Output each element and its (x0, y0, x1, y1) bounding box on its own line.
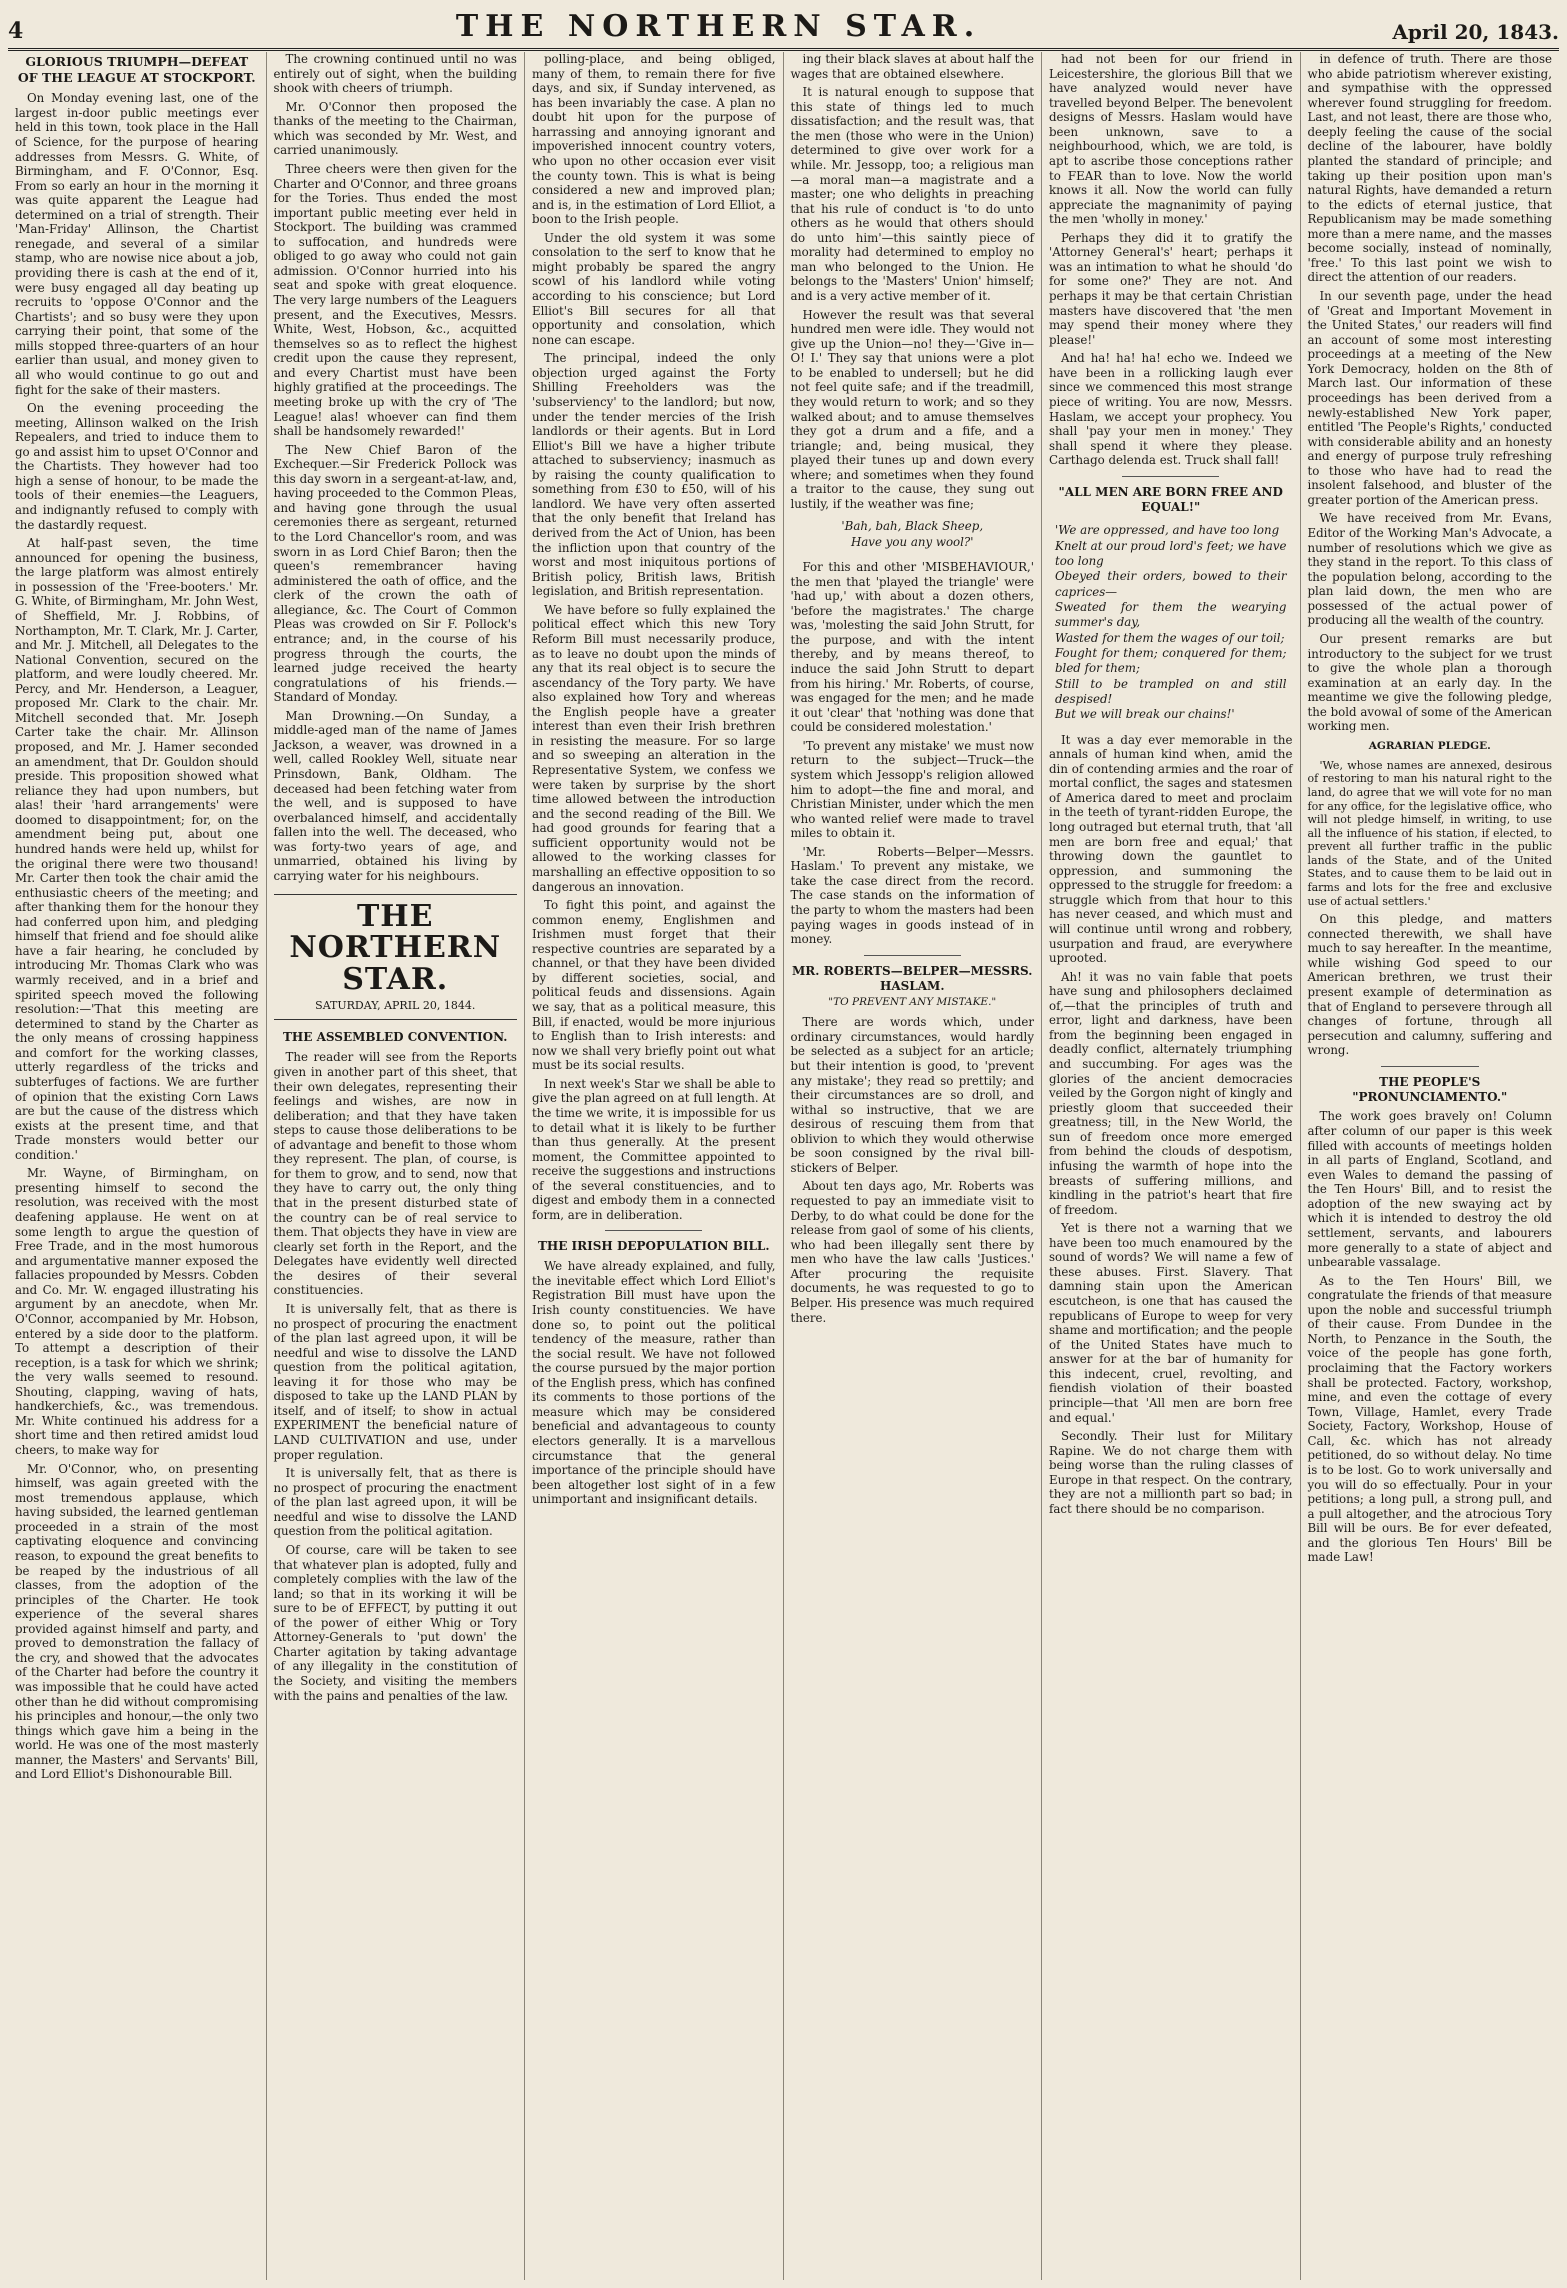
article-headline: GLORIOUS TRIUMPH—DEFEAT OF THE LEAGUE AT STOCKPORT. (17, 54, 256, 85)
paragraph: On Monday evening last, one of the largest in-door public meetings ever held in this town, took place in the Hall of Science, for the purpose of hearing addresses from Messrs. G. White, of Birmingham, and F. O'Connor, Esq. From so early an hour in the morning it was quite apparent the League had determined on a trial of strength. Their 'Man-Friday' Allinson, the Chartist renegade, and several of a similar stamp, who are nowise nice about a job, providing there is cash at the end of it, were busy engaged all day beating up recruits to 'oppose O'Connor and the Chartists'; and so busy were they upon carrying their point, that some of the mills stopped three-quarters of an hour earlier than usual, and money given to all who would continue to go out and fight for the sake of their masters. (15, 91, 259, 397)
paragraph: The principal, indeed the only objection urged against the Forty Shilling Freeholders was the 'subserviency' to the landlord; but now, under the tender mercies of the Irish landlords or their agents. But in Lord Elliot's Bill we have a higher tribute attached to subserviency; inasmuch as by raising the county qualification to something from £30 to £50, will of his landlord. We have very often asserted that the only benefit that Ireland has derived from the Act of Union, has been the infliction upon that country of the worst and most iniquitous portions of British policy, British laws, British legislation, and British representation. (532, 351, 776, 599)
paragraph: As to the Ten Hours' Bill, we congratulate the friends of that measure upon the noble and successful triumph of their cause. From Dundee in the North, to Penzance in the South, the voice of the people has gone forth, proclaiming that the Factory workers shall be protected. Factory, workshop, mine, and even the cottage of every Town, Village, Hamlet, every Trade Society, Factory, Workshop, House of Call, &c. which has not already petitioned, do so without delay. No time is to be lost. Go to work universally and you will do so effectually. Pour in your petitions; a long pull, a strong pull, and a pull altogether, and the atrocious Tory Bill will be ours. Be for ever defeated, and the glorious Ten Hours' Bill be made Law! (1307, 1273, 1552, 1565)
issue-date: April 20, 1843. (1392, 20, 1559, 44)
columns-container (8, 52, 1559, 2280)
paragraph: Man Drowning.—On Sunday, a middle-aged man of the name of James Jackson, a weaver, was drowned in a well, called Rookley Well, situate near Prinsdown, Bank, Oldham. The deceased had been fetching water from the well, and is supposed to have overbalanced himself, and accidentally fallen into the well. The deceased, who was forty-two years of age, and unmarried, obtained his living by carrying water for his neighbours. (273, 708, 517, 883)
paragraph: 'To prevent any mistake' we must now return to the subject—Truck—the system which Jessopp's religion allowed him to adopt—the fine and moral, and Christian Minister, under which the men who wanted relief were made to travel miles to obtain it. (790, 738, 1034, 841)
paragraph: On this pledge, and matters connected therewith, we shall have much to say hereafter. In the meantime, while wishing God speed to our American brethren, we trust their present example of determination as that of England to persevere through all changes of fortune, through all persecution and calumny, suffering and wrong. (1307, 912, 1552, 1058)
paragraph: Mr. O'Connor then proposed the thanks of the meeting to the Chairman, which was seconded by Mr. West, and carried unanimously. (273, 99, 517, 158)
section-heading: AGRARIAN PLEDGE. (1368, 739, 1491, 752)
paragraph: At half-past seven, the time announced for opening the business, the large platform was almost entirely in possession of the 'Free-booters.' Mr. G. White, of Birmingham, Mr. John West, of Sheffield, Mr. J. Robbins, of Northampton, Mr. T. Clark, Mr. J. Carter, and Mr. J. Mitchell, all Delegates to the National Convention, secured on the platform, and were loudly cheered. Mr. Percy, and Mr. Henderson, a Leaguer, proposed Mr. Clark to the chair. Mr. Mitchell seconded that. Mr. Joseph Carter take the chair. Mr. Allinson proposed, and Mr. J. Hamer seconded an amendment, that Dr. Gouldon should preside. This proposition showed what reliance they had upon numbers, but alas! their 'hard arrangements' were doomed to disappointment; for, on the amendment being put, about one hundred hands were held up, whilst for the original there were two thousand! Mr. Carter then took the chair amid the enthusiastic cheers of the meeting; and after thanking them for the honour they had conferred upon him, and pledging himself that friend and foe should alike have a fair hearing, he concluded by introducing Mr. Thomas Clark who was warmly received, and in a brief and spirited speech moved the following resolution:—'That this meeting are determined to stand by the Charter as the only means of crossing happiness and comfort for the working classes, utterly regardless of the tricks and subterfuges of factions. We are further of opinion that the existing Corn Laws are but the cause of the distress which exists at the present time, and that Trade monsters would better our condition.' (15, 536, 259, 1162)
divider (1381, 1066, 1479, 1067)
page-masthead (8, 6, 1559, 51)
paragraph: For this and other 'MISBEHAVIOUR,' the men that 'played the triangle' were 'had up,' with about a dozen others, 'before the magistrates.' The charge was, 'molesting the said John Strutt, for the purpose, and with the intent thereby, and by means thereof, to induce the said John Strutt to depart from his hiring.' Mr. Roberts, of course, was engaged for the men; and he made it out 'clear' that 'nothing was done that could be considered molestation.' (790, 560, 1034, 735)
paragraph: polling-place, and being obliged, many of them, to remain there for five days, and six, if Sunday intervened, as has been invariably the case. A plan no doubt hit upon for the purpose of harrassing and annoying ignorant and impoverished innocent country voters, who upon no other occasion ever visit the county town. This is what is being considered a new and improved plan; and is, in the estimation of Lord Elliot, a boon to the Irish people. (532, 52, 776, 227)
paragraph: The New Chief Baron of the Exchequer.—Sir Frederick Pollock was this day sworn in a sergeant-at-law, and, having proceeded to the Common Pleas, and having gone through the usual ceremonies there as sergeant, returned to the Lord Chancellor's room, and was sworn in as Lord Chief Baron; then the queen's remembrancer having administered the oath of office, and the clerk of the crown the oath of allegiance, &c. The Court of Common Pleas was crowded on Sir F. Pollock's entrance; and, in the course of his progress through the courts, the learned judge received the hearty congratulations of his friends.—Standard of Monday. (273, 442, 517, 705)
column-2 (267, 52, 526, 2280)
paragraph: It was a day ever memorable in the annals of human kind when, amid the din of contending armies and the roar of mortal conflict, the sages and statesmen of America dared to meet and proclaim in the teeth of tyrant-ridden Europe, the long outraged but eternal truth, that 'all men are born free and equal;' that throwing down the gauntlet to oppression, and summoning the oppressed to the struggle for freedom: a struggle which from that hour to this has never ceased, and which must and will continue until wrong and robbery, usurpation and fraud, are everywhere uprooted. (1049, 732, 1293, 966)
column-1 (8, 52, 267, 2280)
paragraph: In next week's Star we shall be able to give the plan agreed on at full length. At the time we write, it is impossible for us to detail what it is likely to be further than thus generally. At the present moment, the Committee appointed to receive the suggestions and instructions of the several constituencies, and to digest and embody them in a connected form, are in deliberation. (532, 1076, 776, 1222)
verse-text: 'Bah, bah, Black Sheep, Have you any wool?' (841, 519, 984, 549)
paragraph: Of course, care will be taken to see that whatever plan is adopted, fully and completely complies with the law of the land; so that in its working it will be sure to be of EFFECT, by putting it out of the power of either Whig or Tory Attorney-Generals to 'put down' the Charter agitation by taking advantage of any illegality in the constitution of the Society, and visiting the members with the pains and penalties of the law. (273, 1542, 517, 1703)
paragraph: About ten days ago, Mr. Roberts was requested to pay an immediate visit to Derby, to do what could be done for the release from gaol of some of his clients, who had been illegally sent there by men who have the law calls 'Justices.' After procuring the requisite documents, he was requested to go to Belper. His presence was much required there. (790, 1179, 1034, 1325)
paragraph: 'We, whose names are annexed, desirous of restoring to man his natural right to the land, do agree that we will vote for no man for any office, for the legislative office, who will not pledge himself, in writing, to use all the influence of his station, if elected, to prevent all further traffic in the public lands of the State, and of the United States, and to cause them to be laid out in farms and lots for the free and exclusive use of actual settlers.' (1307, 758, 1552, 908)
paragraph: in defence of truth. There are those who abide patriotism wherever existing, and sympathise with the oppressed wherever found struggling for freedom. Last, and not least, there are those who, deeply feeling the cause of the social decline of the labourer, have boldly planted the standard of principle; and taking up their position upon man's natural Rights, have demanded a return to the edicts of eternal justice, that Republicanism may be made something more than a mere name, and the masses become socially, instead of nominally, 'free.' To this last point we wish to direct the attention of our readers. (1307, 52, 1552, 285)
paragraph: Our present remarks are but introductory to the subject for we trust to give the whole plan a thorough examination at an early day. In the meantime we give the following pledge, the bold avowal of some of the American working men. (1307, 631, 1552, 734)
section-heading: "ALL MEN ARE BORN FREE AND EQUAL!" (1058, 484, 1283, 514)
paragraph: And ha! ha! ha! echo we. Indeed we have been in a rollicking laugh ever since we commenced this most strange piece of writing. You are now, Messrs. Haslam, we accept your prophecy. You shall 'pay your men in money.' They shall spend it where they please. Carthago delenda est. Truck shall fall! (1049, 351, 1293, 468)
paragraph: In our seventh page, under the head of 'Great and Important Movement in the United States,' our readers will find an account of some most interesting proceedings at a meeting of the New York Democracy, holden on the 8th of March last. Our information of these proceedings has been derived from a newly-established New York paper, entitled 'The People's Rights,' conducted with considerable ability and an honesty and energy of purpose truly refreshing to those who have had to read the insolent falsehood, and bluster of the greater portion of the American press. (1307, 289, 1552, 507)
paragraph: Yet is there not a warning that we have been too much enamoured by the sound of words? We will name a few of these abuses. First. Slavery. That damning stain upon the American escutcheon, is one that has caused the republicans of Europe to weep for very shame and mortification; and the people of the United States have much to answer for at the bar of humanity for this indecent, cruel, revolting, and fiendish violation of their boasted principle—that 'All men are born free and equal.' (1049, 1221, 1293, 1425)
column-5 (1042, 52, 1301, 2280)
section-heading: THE ASSEMBLED CONVENTION. (283, 1029, 508, 1044)
paragraph: Secondly. Their lust for Military Rapine. We do not charge them with being worse than the ruling classes of Europe in that respect. On the contrary, they are not a millionth part so bad; in fact there should be no comparison. (1049, 1429, 1293, 1516)
section-subheading: "TO PREVENT ANY MISTAKE." (828, 996, 997, 1009)
divider (864, 955, 961, 956)
editorial-date: SATURDAY, APRIL 20, 1844. (315, 999, 476, 1012)
editorial-masthead (274, 894, 518, 1020)
paragraph: There are words which, under ordinary circumstances, would hardly be selected as a subject for an article; but their intention is good, to 'prevent any mistake'; they read so prettily; and their circumstances are so droll, and withal so instructive, that we are desirous of rescuing them from that oblivion to which they would otherwise be soon consigned by the rival bill-stickers of Belper. (790, 1015, 1034, 1175)
paragraph: We have before so fully explained the political effect which this new Tory Reform Bill must necessarily produce, as to leave no doubt upon the minds of any that its real object is to secure the ascendancy of the Tory party. We have also explained how Tory and whereas the English people have a greater interest than even their Irish brethren in resisting the measure. For so large and so sweeping an alteration in the Representative System, we confess we were taken by surprise by the short time allowed between the introduction and the second reading of the Bill. We had good grounds for fearing that a sufficient opportunity would not be allowed to the working classes for marshalling an effective opposition to so dangerous an innovation. (532, 602, 776, 894)
paragraph: However the result was that several hundred men were idle. They would not give up the Union—no! they—'Give in—O! I.' They say that unions were a plot to be enabled to undersell; but he did not feel quite safe; and if the treadmill, they would return to work; and so they walked about; and to amuse themselves they got a drum and a fife, and a triangle; and, being musical, they played their tunes up and down every where; and sometimes when they found a traitor to the cause, they sung out lustily, if the weather was fine; (790, 307, 1034, 511)
section-heading: MR. ROBERTS—BELPER—MESSRS. HASLAM. (792, 963, 1033, 993)
verse-quote (1049, 519, 1293, 726)
divider (1122, 476, 1219, 477)
paragraph: To fight this point, and against the common enemy, Englishmen and Irishmen must forget that their respective countries are separated by a channel, or that they have been divided by different societies, social, and political feuds and dissensions. Again we say, that as a political measure, this Bill, if enacted, would be more injurious to English than to Irish interests: and now we shall very briefly point out what must be its social results. (532, 898, 776, 1073)
section-heading: THE IRISH DEPOPULATION BILL. (537, 1239, 770, 1254)
paragraph: Under the old system it was some consolation to the serf to know that he might probably be spared the angry scowl of his landlord while voting according to his conscience; but Lord Elliot's Bill secures for all that opportunity and consolation, which none can escape. (532, 230, 776, 347)
column-3 (525, 52, 784, 2280)
paragraph: It is universally felt, that as there is no prospect of procuring the enactment of the plan last agreed upon, it will be needful and wise to dissolve the LAND question from the political agitation, leaving it for those who may be disposed to take up the LAND PLAN by itself, and of itself; to show in actual EXPERIMENT the beneficial nature of LAND CULTIVATION and use, under proper regulation. (273, 1301, 517, 1462)
paragraph: The crowning continued until no was entirely out of sight, when the building shook with cheers of triumph. (273, 52, 517, 96)
paragraph: It is universally felt, that as there is no prospect of procuring the enactment of the plan last agreed upon, it will be needful and wise to dissolve the LAND question from the political agitation. (273, 1466, 517, 1539)
paragraph: Perhaps they did it to gratify the 'Attorney General's' heart; perhaps it was an intimation to what he should 'do for some one?' They are not. And perhaps it may be that certain Christian masters have discovered that 'the men may spend their money where they please!' (1049, 230, 1293, 347)
verse-quote (791, 515, 1035, 554)
paragraph: It is natural enough to suppose that this state of things led to much dissatisfaction; and the result was, that the men (those who were in the Union) determined to give over work for a while. Mr. Jessopp, too; a religious man—a moral man—a magistrate and a master; one who delights in preaching that his rule of conduct is 'to do unto others as he would that others should do unto him'—this saintly piece of morality had determined to employ no man who belonged to the Union. He belongs to the 'Masters' Union' himself; and is a very active member of it. (790, 85, 1034, 303)
paragraph: had not been for our friend in Leicestershire, the glorious Bill that we have analyzed would never have travelled beyond Belper. The benevolent designs of Messrs. Haslam would have been unknown, save to a neighbourhood, which, we are told, is apt to ascribe those conceptions rather to FEAR than to love. Now the world knows it all. Now the world can fully appreciate the magnanimity of paying the men 'wholly in money.' (1049, 52, 1293, 227)
editorial-title: THE NORTHERN STAR. (289, 898, 502, 997)
divider (605, 1230, 702, 1231)
newspaper-title: THE NORTHERN STAR. (455, 9, 982, 44)
page-number: 4 (8, 18, 24, 44)
paragraph: We have already explained, and fully, the inevitable effect which Lord Elliot's Registration Bill must have upon the Irish county constituencies. We have done so, to point out the political tendency of the measure, rather than the social result. We have not followed the course pursued by the major portion of the English press, which has confined its comments to those portions of the measure which may be considered beneficial and advantageous to county electors generally. It is a marvellous circumstance that the general importance of the principle should have been altogether lost sight of in a few unimportant and insignificant details. (532, 1259, 776, 1507)
paragraph: The work goes bravely on! Column after column of our paper is this week filled with accounts of meetings holden in all parts of England, Scotland, and even Wales to demand the passing of the Ten Hours' Bill, and to resist the adoption of the new swaying act by which it is intended to destroy the old settlement, servants, and labourers more generally to a state of abject and unbearable vassalage. (1307, 1109, 1552, 1270)
paragraph: 'Mr. Roberts—Belper—Messrs. Haslam.' To prevent any mistake, we take the case direct from the record. The case stands on the information of the party to whom the masters had been paying wages in goods instead of in money. (790, 844, 1034, 947)
paragraph: Mr. Wayne, of Birmingham, on presenting himself to second the resolution, was received with the most deafening applause. He went on at some length to argue the question of Free Trade, and in the most humorous and argumentative manner exposed the fallacies propounded by Messrs. Cobden and Co. Mr. W. engaged illustrating his argument by an anecdote, when Mr. O'Connor, accompanied by Mr. Hobson, entered by a side door to the platform. To attempt a description of their reception, is a task for which we shrink; the very walls seemed to resound. Shouting, clapping, waving of hats, handkerchiefs, &c., was tremendous. Mr. White continued his address for a short time and then retired amidst loud cheers, to make way for (15, 1166, 259, 1457)
paragraph: Mr. O'Connor, who, on presenting himself, was again greeted with the most tremendous applause, which having subsided, the learned gentleman proceeded in a strain of the most captivating eloquence and convincing reason, to expound the great benefits to be reaped by the industrious of all classes, from the adoption of the principles of the Charter. He took experience of the several shares provided against himself and party, and proved to demonstration the fallacy of the cry, and showed that the advocates of the Charter had before the country it was impossible that he could have acted other than he did without compromising his principles and honour,—the only two things which gave him a being in the world. He was one of the most masterly manner, the Masters' and Servants' Bill, and Lord Elliot's Dishonourable Bill. (15, 1461, 259, 1782)
paragraph: The reader will see from the Reports given in another part of this sheet, that their own delegates, representing their feelings and wishes, are now in deliberation; and that they have taken steps to cause those deliberations to be of advantage and benefit to those whom they represent. The plan, of course, is for them to grow, and to send, now that they have to carry out, the only thing that in the present disturbed state of the country can be of real service to them. That objects they have in view are clearly set forth in the Report, and the Delegates have evidently well directed the desires of their several constituencies. (273, 1050, 517, 1298)
paragraph: Ah! it was no vain fable that poets have sung and philosophers declaimed of,—that the principles of truth and error, light and darkness, have been from the beginning been engaged in deadly conflict, alternately triumphing and succumbing. For ages was the glories of the ancient democracies veiled by the Gorgon night of kingly and priestly gloom that succeeded their greatness; till, in the New World, the sun of freedom once more emerged from behind the clouds of despotism, infusing the warmth of hope into the breasts of suffering millions, and kindling in the patriot's heart that fire of freedom. (1049, 969, 1293, 1217)
paragraph: ing their black slaves at about half the wages that are obtained elsewhere. (790, 52, 1034, 81)
paragraph: We have received from Mr. Evans, Editor of the Working Man's Advocate, a number of resolutions which we give as they stand in the report. To this class of the population belong, according to the plan laid down, the men who are possessed of the actual power of producing all the wealth of the country. (1307, 511, 1552, 628)
verse-text: 'We are oppressed, and have too long Knelt at our proud lord's feet; we have too long Obeyed their orders, bowed to their caprices— Sweated for them the wearying summer's day, Wasted for them the wages of our toil; Fought for them; conquered for them; bled for them; Still to be trampled on and still despised! But we will break our chains!' (1055, 523, 1287, 722)
paragraph: On the evening proceeding the meeting, Allinson walked on the Irish Repealers, and tried to induce them to go and assist him to upset O'Connor and the Chartists. They however had too high a sense of honour, to be made the tools of their enemies—the Leaguers, and indignantly refused to comply with the dastardly request. (15, 401, 259, 532)
section-heading: THE PEOPLE'S "PRONUNCIAMENTO." (1352, 1074, 1508, 1104)
column-6 (1301, 52, 1560, 2280)
paragraph: Three cheers were then given for the Charter and O'Connor, and three groans for the Tories. Thus ended the most important public meeting ever held in Stockport. The building was crammed to suffocation, and hundreds were obliged to go away who could not gain admission. O'Connor hurried into his seat and spoke with great eloquence. The very large numbers of the Leaguers present, and the Executives, Messrs. White, West, Hobson, &c., acquitted themselves so as to reflect the highest credit upon the cause they represent, and every Chartist must have been highly gratified at the proceedings. The meeting broke up with the cry of 'The League! alas! whoever can find them shall be handsomely rewarded!' (273, 161, 517, 439)
column-4 (784, 52, 1043, 2280)
